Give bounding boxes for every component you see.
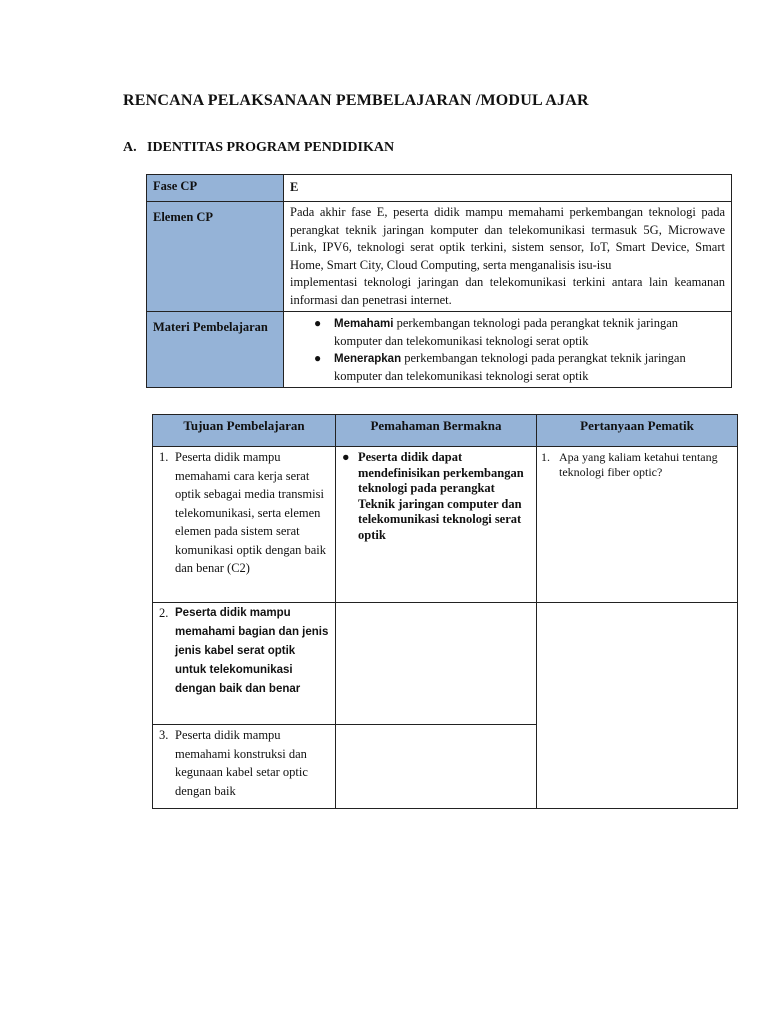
materi-text: perkembangan teknologi pada perangkat teknik jaringan komputer dan telekomunikasi teknologi serat optik xyxy=(334,316,679,348)
tujuan-text: Peserta didik mampu memahami cara kerja serat optik sebagai media transmisi telekomunikasi, serta elemen elemen pada sistem serat komunikasi optik dengan baik dan benar (C2) xyxy=(175,450,327,575)
elemen-row xyxy=(147,202,732,312)
tujuan-text: Peserta didik mampu memahami konstruksi dan kegunaan kabel setar optic dengan baik xyxy=(175,728,308,798)
pertanyaan-item xyxy=(537,450,737,480)
materi-list xyxy=(290,315,725,385)
materi-verb: Memahami xyxy=(334,318,394,330)
pemahaman-text: Peserta didik dapat mendefinisikan perkembangan teknologi pada perangkat Teknik jaringan computer dan telekomunikasi teknologi serat optik xyxy=(358,450,524,542)
materi-item xyxy=(314,350,725,385)
pemahaman-cell xyxy=(336,447,537,603)
tujuan-number: 1. xyxy=(159,450,169,464)
tujuan-cell-1 xyxy=(153,447,336,603)
pertanyaan-text: Apa yang kaliam ketahui tentang teknologi fiber optic? xyxy=(559,450,718,479)
materi-value xyxy=(284,312,732,388)
tujuan-item xyxy=(153,448,329,578)
bullet-icon: ● xyxy=(314,351,322,365)
elemen-label: Elemen CP xyxy=(147,202,284,312)
header-tujuan: Tujuan Pembelajaran xyxy=(153,415,336,447)
pemahaman-empty-cell xyxy=(336,725,537,809)
tujuan-text: Peserta didik mampu memahami bagian dan jenis jenis kabel serat optik untuk telekomunikasi dengan baik dan benar xyxy=(175,607,329,695)
materi-item xyxy=(314,315,725,350)
elemen-value xyxy=(284,202,732,312)
tujuan-number: 2. xyxy=(159,606,169,620)
header-pertanyaan: Pertanyaan Pematik xyxy=(537,415,738,447)
pemahaman-item xyxy=(336,450,536,543)
fase-label: Fase CP xyxy=(147,175,284,202)
section-title: IDENTITAS PROGRAM PENDIDIKAN xyxy=(147,140,395,155)
objectives-header-row xyxy=(153,415,738,447)
elemen-paragraph-2: implementasi teknologi jaringan dan telekomunikasi terkini antara lain keamanan informasi dan penetrasi internet. xyxy=(290,275,725,307)
section-letter: A. xyxy=(123,140,137,155)
page-title: RENCANA PELAKSANAAN PEMBELAJARAN /MODUL AJAR xyxy=(123,92,589,109)
tujuan-item xyxy=(153,604,329,699)
section-heading xyxy=(123,140,394,156)
fase-value: E xyxy=(284,175,732,202)
materi-label: Materi Pembelajaran xyxy=(147,312,284,388)
elemen-paragraph-1: Pada akhir fase E, peserta didik mampu memahami perkembangan teknologi pada perangkat teknik jaringan komputer dan telekomunikasi termasuk 5G, Microwave Link, IPV6, teknologi serat optik terkini, sistem sensor, IoT, Smart Device, Smart Home, Smart City, Cloud Computing, serta menganalisis isu-isu xyxy=(290,205,725,272)
tujuan-item xyxy=(153,726,329,800)
bullet-icon: ● xyxy=(314,316,322,330)
header-pemahaman: Pemahaman Bermakna xyxy=(336,415,537,447)
pertanyaan-empty-cell xyxy=(537,603,738,809)
pertanyaan-cell xyxy=(537,447,738,603)
materi-verb: Menerapkan xyxy=(334,353,402,365)
fase-row xyxy=(147,175,732,202)
objectives-row-1 xyxy=(153,447,738,603)
materi-text: perkembangan teknologi pada perangkat teknik jaringan komputer dan telekomunikasi teknologi serat optik xyxy=(334,351,686,383)
objectives-table xyxy=(152,414,738,809)
materi-row xyxy=(147,312,732,388)
pemahaman-empty-cell xyxy=(336,603,537,725)
tujuan-cell-3 xyxy=(153,725,336,809)
bullet-icon: ● xyxy=(342,450,350,464)
pertanyaan-number: 1. xyxy=(541,450,550,464)
tujuan-number: 3. xyxy=(159,728,169,742)
tujuan-cell-2 xyxy=(153,603,336,725)
objectives-row-2 xyxy=(153,603,738,725)
identity-table xyxy=(146,174,732,388)
